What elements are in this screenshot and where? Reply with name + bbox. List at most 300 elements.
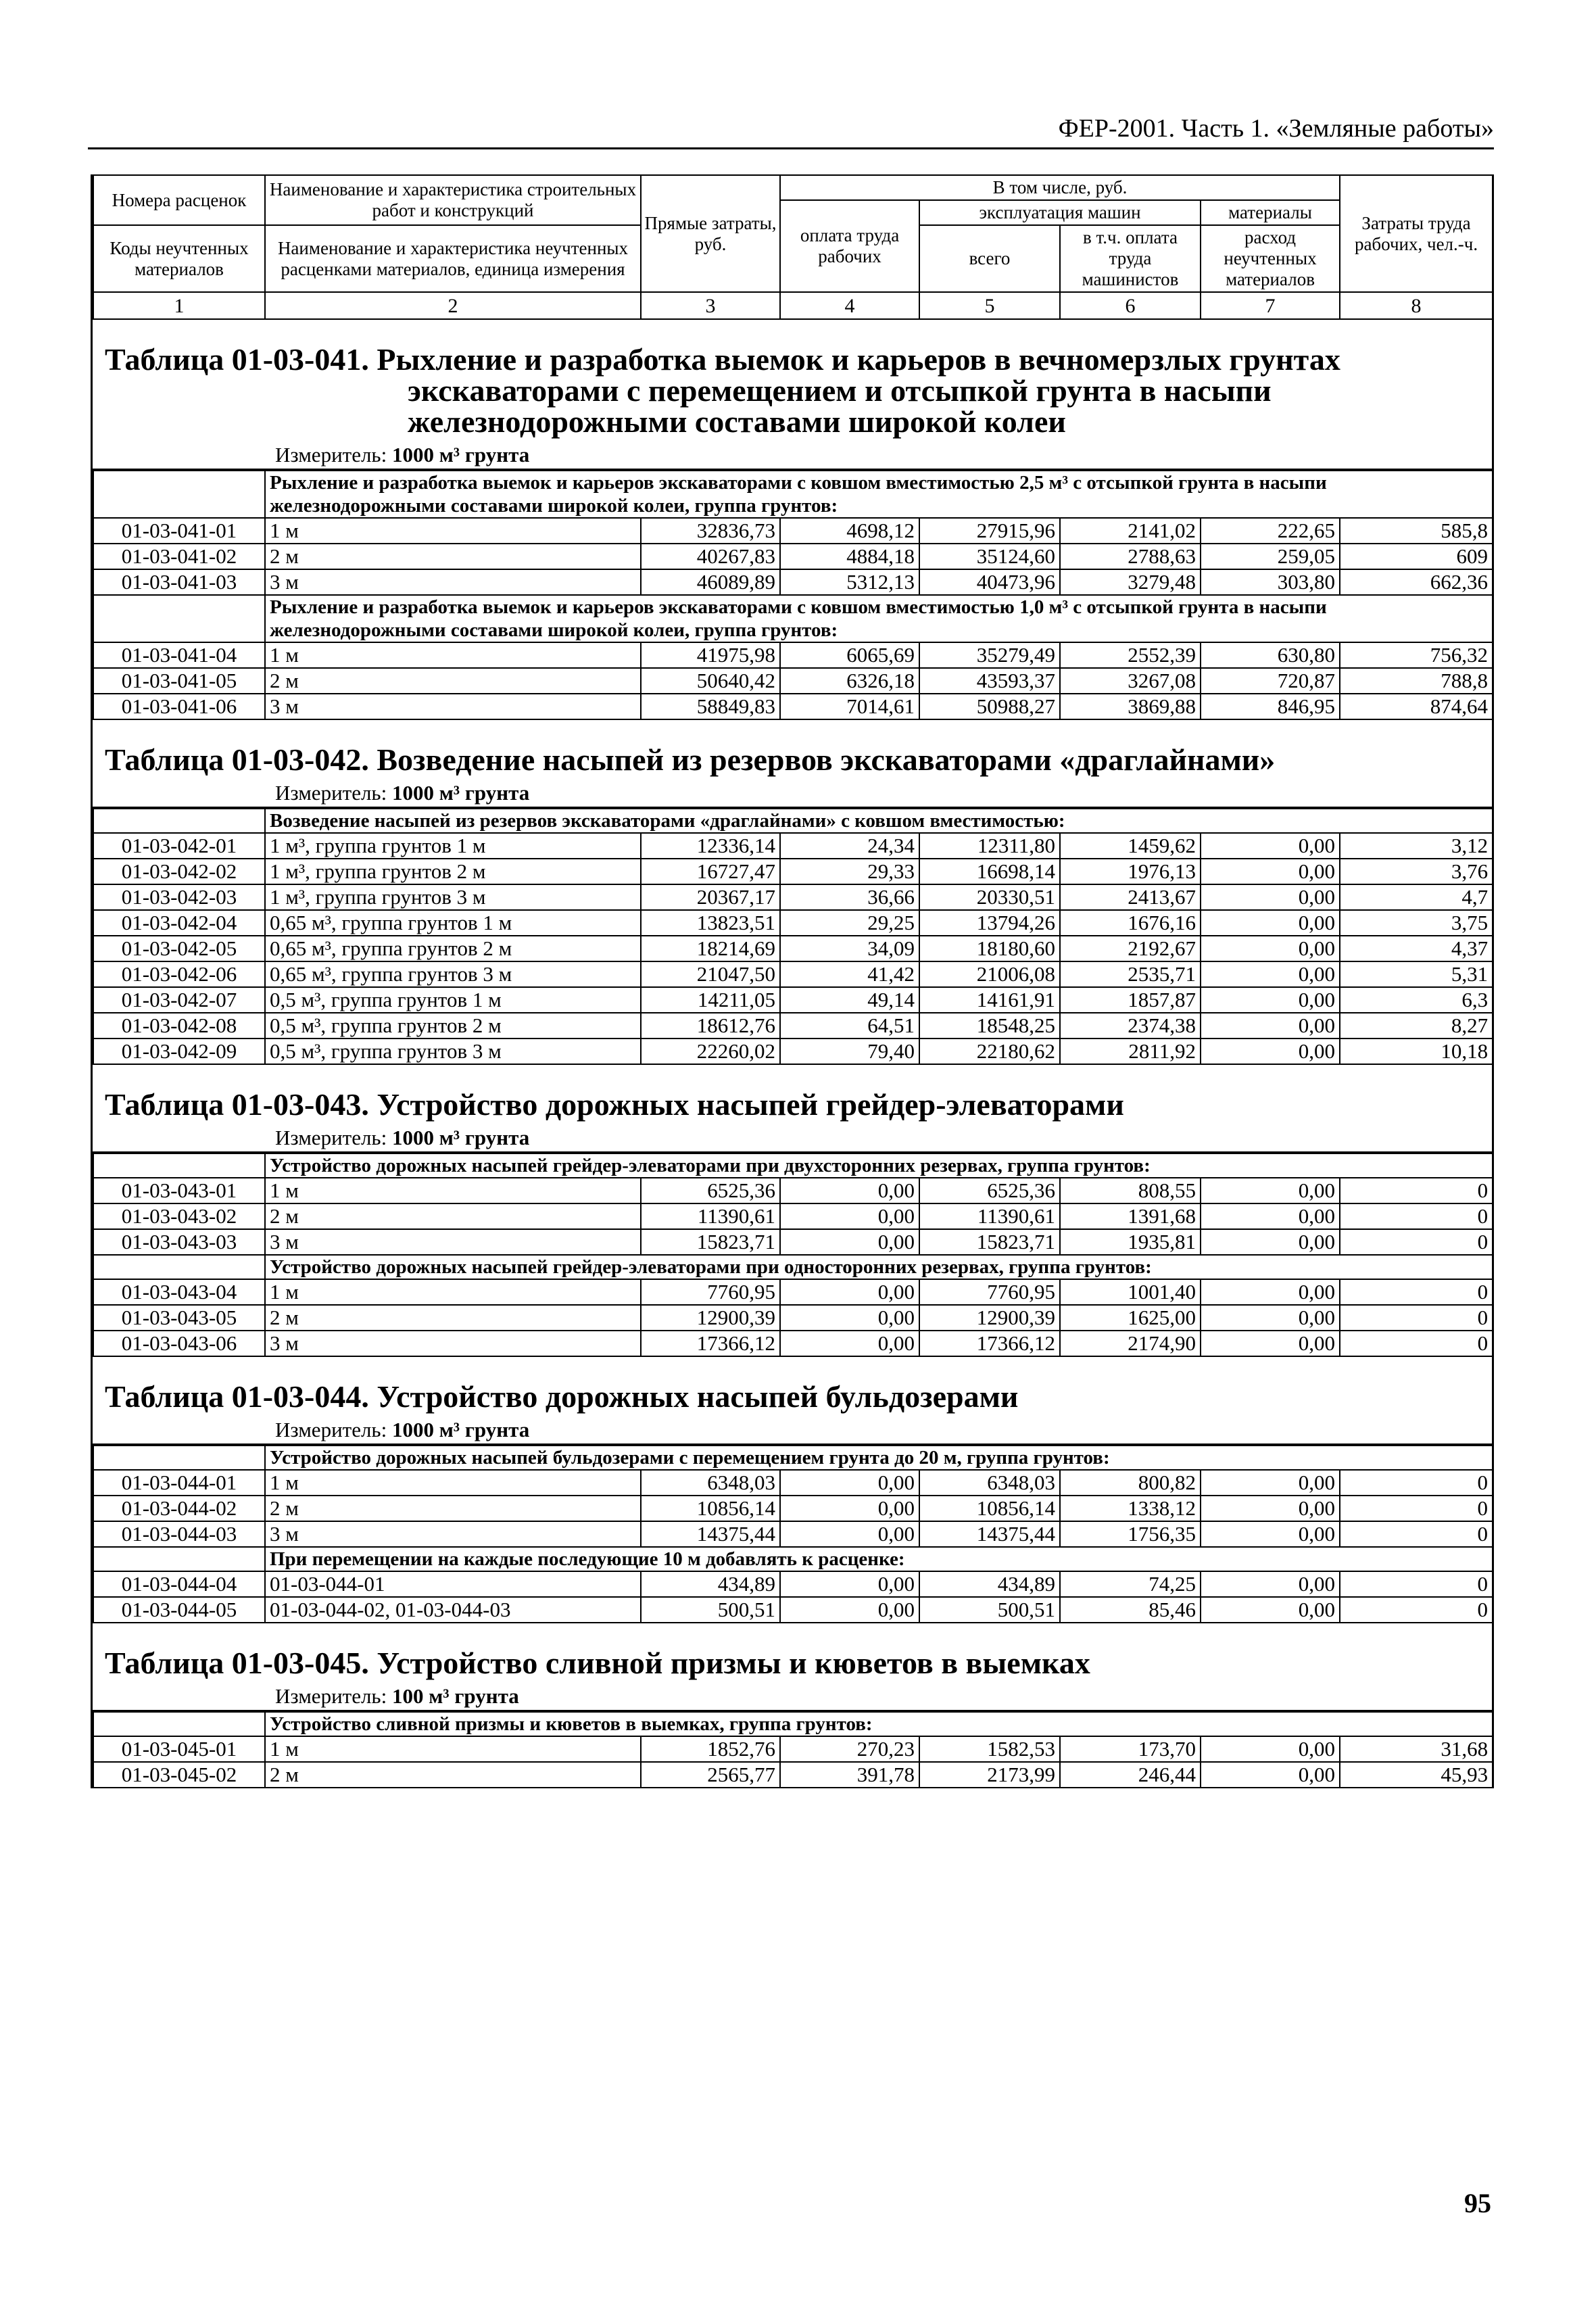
labor-costs: 0	[1340, 1203, 1493, 1229]
direct-costs: 500,51	[641, 1597, 780, 1623]
materials-unaccounted: 0,00	[1201, 1178, 1340, 1203]
subtitle-spacer	[93, 1712, 265, 1736]
labor-costs: 6,3	[1340, 987, 1493, 1013]
machine-driver-wage: 2374,38	[1060, 1013, 1201, 1039]
col-number: 6	[1060, 292, 1201, 319]
labor-costs: 609	[1340, 544, 1493, 569]
rate-code: 01-03-045-01	[93, 1736, 265, 1762]
direct-costs: 18612,76	[641, 1013, 780, 1039]
group-subtitle-row	[93, 471, 1493, 518]
direct-costs: 11390,61	[641, 1203, 780, 1229]
rate-code: 01-03-041-06	[93, 694, 265, 719]
rates-table	[93, 470, 1493, 720]
rate-code: 01-03-044-01	[93, 1470, 265, 1496]
machine-total: 10856,14	[919, 1496, 1060, 1521]
col-number: 4	[780, 292, 919, 319]
direct-costs: 1852,76	[641, 1736, 780, 1762]
rate-code: 01-03-043-06	[93, 1331, 265, 1356]
rate-name: 3 м	[265, 694, 641, 719]
table-row	[93, 884, 1493, 910]
labor-wage: 0,00	[780, 1331, 919, 1356]
materials-unaccounted: 0,00	[1201, 961, 1340, 987]
col-material-codes: Коды неучтенных материалов	[93, 225, 265, 292]
table-row	[93, 910, 1493, 936]
labor-costs: 0	[1340, 1571, 1493, 1597]
direct-costs: 434,89	[641, 1571, 780, 1597]
col-machine-total: всего	[919, 225, 1060, 292]
rate-name: 3 м	[265, 1331, 641, 1356]
machine-total: 2173,99	[919, 1762, 1060, 1788]
measure-unit	[93, 780, 1492, 808]
table-row	[93, 833, 1493, 859]
table-row	[93, 987, 1493, 1013]
rate-name: 2 м	[265, 668, 641, 694]
labor-wage: 4884,18	[780, 544, 919, 569]
labor-wage: 0,00	[780, 1571, 919, 1597]
rate-code: 01-03-043-02	[93, 1203, 265, 1229]
machine-driver-wage: 2174,90	[1060, 1331, 1201, 1356]
labor-costs: 3,75	[1340, 910, 1493, 936]
table-title	[93, 1381, 1492, 1412]
rate-code: 01-03-044-04	[93, 1571, 265, 1597]
labor-wage: 0,00	[780, 1229, 919, 1255]
direct-costs: 58849,83	[641, 694, 780, 719]
table-title	[93, 344, 1492, 437]
machine-driver-wage: 173,70	[1060, 1736, 1201, 1762]
col-number: 3	[641, 292, 780, 319]
labor-wage: 0,00	[780, 1178, 919, 1203]
direct-costs: 6348,03	[641, 1470, 780, 1496]
table-row	[93, 642, 1493, 668]
machine-total: 16698,14	[919, 859, 1060, 884]
machine-total: 40473,96	[919, 569, 1060, 595]
table-row	[93, 1762, 1493, 1788]
direct-costs: 50640,42	[641, 668, 780, 694]
materials-unaccounted: 720,87	[1201, 668, 1340, 694]
labor-wage: 0,00	[780, 1279, 919, 1305]
col-number: 8	[1340, 292, 1493, 319]
measure-label: Измеритель:	[275, 1684, 387, 1708]
measure-value: 1000 м³ грунта	[391, 1418, 530, 1441]
group-subtitle: Устройство дорожных насыпей грейдер-элеваторами при односторонних резервах, группа грунтов:	[265, 1255, 1493, 1279]
materials-unaccounted: 0,00	[1201, 1496, 1340, 1521]
materials-unaccounted: 0,00	[1201, 884, 1340, 910]
machine-driver-wage: 3869,88	[1060, 694, 1201, 719]
rate-name: 1 м³, группа грунтов 3 м	[265, 884, 641, 910]
subtitle-spacer	[93, 809, 265, 833]
table-title	[93, 1648, 1492, 1679]
rate-name: 0,5 м³, группа грунтов 3 м	[265, 1039, 641, 1064]
rate-code: 01-03-041-01	[93, 518, 265, 544]
machine-total: 6348,03	[919, 1470, 1060, 1496]
rate-name: 2 м	[265, 544, 641, 569]
materials-unaccounted: 0,00	[1201, 1013, 1340, 1039]
rate-code: 01-03-041-05	[93, 668, 265, 694]
table-row	[93, 859, 1493, 884]
group-subtitle-row	[93, 1446, 1493, 1470]
labor-wage: 29,25	[780, 910, 919, 936]
labor-wage: 7014,61	[780, 694, 919, 719]
machine-driver-wage: 3279,48	[1060, 569, 1201, 595]
machine-total: 22180,62	[919, 1039, 1060, 1064]
table-row	[93, 1521, 1493, 1547]
table-row	[93, 1597, 1493, 1623]
labor-costs: 4,37	[1340, 936, 1493, 961]
table-row	[93, 694, 1493, 719]
direct-costs: 14375,44	[641, 1521, 780, 1547]
machine-driver-wage: 1459,62	[1060, 833, 1201, 859]
col-machine-driver-wage: в т.ч. оплата труда машинистов	[1060, 225, 1201, 292]
materials-unaccounted: 0,00	[1201, 1736, 1340, 1762]
labor-wage: 0,00	[780, 1203, 919, 1229]
subtitle-spacer	[93, 1547, 265, 1571]
rate-table-section	[93, 1089, 1492, 1357]
running-title: ФЕР-2001. Часть 1. «Земляные работы»	[1058, 114, 1494, 143]
table-title-line: Таблица 01-03-041. Рыхление и разработка выемок и карьеров в вечномерзлых грунтах	[105, 342, 1340, 377]
direct-costs: 12900,39	[641, 1305, 780, 1331]
machine-driver-wage: 800,82	[1060, 1470, 1201, 1496]
machine-total: 43593,37	[919, 668, 1060, 694]
measure-unit	[93, 1124, 1492, 1153]
measure-unit	[93, 1416, 1492, 1445]
col-number: 1	[93, 292, 265, 319]
machine-total: 18180,60	[919, 936, 1060, 961]
table-row	[93, 569, 1493, 595]
machine-total: 35279,49	[919, 642, 1060, 668]
materials-unaccounted: 0,00	[1201, 936, 1340, 961]
rate-code: 01-03-041-04	[93, 642, 265, 668]
materials-unaccounted: 0,00	[1201, 1762, 1340, 1788]
rate-name: 3 м	[265, 1229, 641, 1255]
tables-container	[93, 344, 1492, 1788]
group-subtitle: Рыхление и разработка выемок и карьеров экскаваторами с ковшом вместимостью 1,0 м³ с отсыпкой грунта в насыпи железнодорожными составами широкой колеи, группа грунтов:	[265, 595, 1493, 642]
rate-code: 01-03-042-03	[93, 884, 265, 910]
machine-driver-wage: 1391,68	[1060, 1203, 1201, 1229]
machine-driver-wage: 808,55	[1060, 1178, 1201, 1203]
table-row	[93, 544, 1493, 569]
labor-wage: 270,23	[780, 1736, 919, 1762]
machine-total: 27915,96	[919, 518, 1060, 544]
machine-total: 6525,36	[919, 1178, 1060, 1203]
machine-driver-wage: 2811,92	[1060, 1039, 1201, 1064]
table-row	[93, 1571, 1493, 1597]
labor-wage: 49,14	[780, 987, 919, 1013]
table-row	[93, 1305, 1493, 1331]
subtitle-spacer	[93, 1255, 265, 1279]
col-including: В том числе, руб.	[780, 175, 1340, 200]
col-machine-operation: эксплуатация машин	[919, 200, 1201, 225]
measure-value: 1000 м³ грунта	[391, 443, 530, 467]
materials-unaccounted: 0,00	[1201, 1229, 1340, 1255]
rate-name: 2 м	[265, 1496, 641, 1521]
rate-name: 0,65 м³, группа грунтов 2 м	[265, 936, 641, 961]
rate-name: 1 м	[265, 642, 641, 668]
materials-unaccounted: 0,00	[1201, 1305, 1340, 1331]
table-row	[93, 518, 1493, 544]
direct-costs: 10856,14	[641, 1496, 780, 1521]
rate-table-section	[93, 344, 1492, 720]
direct-costs: 18214,69	[641, 936, 780, 961]
labor-wage: 0,00	[780, 1305, 919, 1331]
subtitle-spacer	[93, 595, 265, 642]
group-subtitle-row	[93, 1255, 1493, 1279]
table-row	[93, 1279, 1493, 1305]
labor-costs: 874,64	[1340, 694, 1493, 719]
col-labor-costs: Затраты труда рабочих, чел.-ч.	[1340, 175, 1493, 292]
table-title-line: Таблица 01-03-044. Устройство дорожных насыпей бульдозерами	[105, 1379, 1019, 1414]
machine-total: 12311,80	[919, 833, 1060, 859]
labor-wage: 24,34	[780, 833, 919, 859]
machine-total: 500,51	[919, 1597, 1060, 1623]
group-subtitle-row	[93, 1547, 1493, 1571]
table-title-line: Таблица 01-03-042. Возведение насыпей из резервов экскаваторами «драглайнами»	[105, 742, 1276, 777]
materials-unaccounted: 0,00	[1201, 1521, 1340, 1547]
rate-code: 01-03-042-06	[93, 961, 265, 987]
machine-driver-wage: 1756,35	[1060, 1521, 1201, 1547]
rates-table	[93, 808, 1493, 1065]
machine-total: 21006,08	[919, 961, 1060, 987]
machine-total: 20330,51	[919, 884, 1060, 910]
materials-unaccounted: 0,00	[1201, 859, 1340, 884]
rate-name: 1 м	[265, 1178, 641, 1203]
rate-code: 01-03-042-02	[93, 859, 265, 884]
machine-driver-wage: 2788,63	[1060, 544, 1201, 569]
machine-total: 15823,71	[919, 1229, 1060, 1255]
machine-driver-wage: 74,25	[1060, 1571, 1201, 1597]
labor-costs: 0	[1340, 1178, 1493, 1203]
rate-code: 01-03-043-05	[93, 1305, 265, 1331]
table-row	[93, 1331, 1493, 1356]
column-header-table	[93, 174, 1493, 320]
rate-name: 1 м	[265, 1470, 641, 1496]
rate-name: 3 м	[265, 1521, 641, 1547]
rate-code: 01-03-043-01	[93, 1178, 265, 1203]
rate-name: 1 м³, группа грунтов 2 м	[265, 859, 641, 884]
rates-table	[93, 1711, 1493, 1788]
machine-driver-wage: 3267,08	[1060, 668, 1201, 694]
machine-driver-wage: 1676,16	[1060, 910, 1201, 936]
labor-costs: 0	[1340, 1331, 1493, 1356]
col-number: 5	[919, 292, 1060, 319]
table-row	[93, 1039, 1493, 1064]
machine-total: 17366,12	[919, 1331, 1060, 1356]
labor-costs: 10,18	[1340, 1039, 1493, 1064]
table-row	[93, 1736, 1493, 1762]
labor-costs: 585,8	[1340, 518, 1493, 544]
labor-wage: 36,66	[780, 884, 919, 910]
rate-code: 01-03-044-05	[93, 1597, 265, 1623]
table-title-line: Таблица 01-03-043. Устройство дорожных насыпей грейдер-элеваторами	[105, 1087, 1124, 1122]
group-subtitle: Возведение насыпей из резервов экскаваторами «драглайнами» с ковшом вместимостью:	[265, 809, 1493, 833]
subtitle-spacer	[93, 1153, 265, 1178]
labor-costs: 3,12	[1340, 833, 1493, 859]
table-title-line: железнодорожными составами широкой колеи	[408, 404, 1066, 439]
materials-unaccounted: 846,95	[1201, 694, 1340, 719]
direct-costs: 32836,73	[641, 518, 780, 544]
machine-total: 12900,39	[919, 1305, 1060, 1331]
col-rate-number: Номера расценок	[93, 175, 265, 225]
col-labor-wage: оплата труда рабочих	[780, 200, 919, 292]
table-row	[93, 1203, 1493, 1229]
direct-costs: 22260,02	[641, 1039, 780, 1064]
rate-name: 1 м	[265, 1736, 641, 1762]
materials-unaccounted: 259,05	[1201, 544, 1340, 569]
rate-code: 01-03-043-04	[93, 1279, 265, 1305]
labor-costs: 0	[1340, 1521, 1493, 1547]
col-direct-costs: Прямые затраты, руб.	[641, 175, 780, 292]
table-title-line: экскаваторами с перемещением и отсыпкой грунта в насыпи	[408, 373, 1272, 408]
labor-wage: 41,42	[780, 961, 919, 987]
labor-costs: 0	[1340, 1597, 1493, 1623]
labor-costs: 788,8	[1340, 668, 1493, 694]
materials-unaccounted: 0,00	[1201, 910, 1340, 936]
machine-driver-wage: 1338,12	[1060, 1496, 1201, 1521]
labor-wage: 6326,18	[780, 668, 919, 694]
materials-unaccounted: 0,00	[1201, 1331, 1340, 1356]
measure-unit	[93, 441, 1492, 470]
materials-unaccounted: 303,80	[1201, 569, 1340, 595]
materials-unaccounted: 0,00	[1201, 1279, 1340, 1305]
group-subtitle-row	[93, 809, 1493, 833]
subtitle-spacer	[93, 471, 265, 518]
rate-table-section	[93, 1381, 1492, 1623]
direct-costs: 21047,50	[641, 961, 780, 987]
labor-wage: 0,00	[780, 1470, 919, 1496]
col-number: 7	[1201, 292, 1340, 319]
machine-total: 11390,61	[919, 1203, 1060, 1229]
labor-wage: 29,33	[780, 859, 919, 884]
rate-table-section	[93, 744, 1492, 1065]
table-row	[93, 1178, 1493, 1203]
col-name-materials: Наименование и характеристика неучтенных расценками материалов, единица измерения	[265, 225, 641, 292]
labor-costs: 0	[1340, 1279, 1493, 1305]
rate-name: 2 м	[265, 1203, 641, 1229]
machine-driver-wage: 1625,00	[1060, 1305, 1201, 1331]
rate-name: 1 м	[265, 1279, 641, 1305]
labor-costs: 0	[1340, 1229, 1493, 1255]
col-materials-unaccounted: расход неучтенных материалов	[1201, 225, 1340, 292]
rate-name: 2 м	[265, 1305, 641, 1331]
group-subtitle: Рыхление и разработка выемок и карьеров экскаваторами с ковшом вместимостью 2,5 м³ с отсыпкой грунта в насыпи железнодорожными составами широкой колеи, группа грунтов:	[265, 471, 1493, 518]
machine-total: 13794,26	[919, 910, 1060, 936]
direct-costs: 41975,98	[641, 642, 780, 668]
document-body	[91, 174, 1494, 1788]
materials-unaccounted: 0,00	[1201, 833, 1340, 859]
table-title-line: Таблица 01-03-045. Устройство сливной призмы и кюветов в выемках	[105, 1646, 1090, 1680]
machine-total: 434,89	[919, 1571, 1060, 1597]
group-subtitle: При перемещении на каждые последующие 10 м добавлять к расценке:	[265, 1547, 1493, 1571]
group-subtitle-row	[93, 595, 1493, 642]
rate-code: 01-03-042-09	[93, 1039, 265, 1064]
machine-driver-wage: 2535,71	[1060, 961, 1201, 987]
materials-unaccounted: 0,00	[1201, 1203, 1340, 1229]
direct-costs: 46089,89	[641, 569, 780, 595]
rate-name: 0,5 м³, группа грунтов 2 м	[265, 1013, 641, 1039]
labor-costs: 756,32	[1340, 642, 1493, 668]
rate-code: 01-03-043-03	[93, 1229, 265, 1255]
group-subtitle: Устройство сливной призмы и кюветов в выемках, группа грунтов:	[265, 1712, 1493, 1736]
rate-name: 1 м	[265, 518, 641, 544]
rate-code: 01-03-042-07	[93, 987, 265, 1013]
labor-costs: 31,68	[1340, 1736, 1493, 1762]
materials-unaccounted: 0,00	[1201, 987, 1340, 1013]
rate-name: 2 м	[265, 1762, 641, 1788]
measure-label: Измеритель:	[275, 1126, 387, 1149]
materials-unaccounted: 0,00	[1201, 1597, 1340, 1623]
materials-unaccounted: 630,80	[1201, 642, 1340, 668]
direct-costs: 14211,05	[641, 987, 780, 1013]
col-name-works: Наименование и характеристика строительных работ и конструкций	[265, 175, 641, 225]
machine-total: 50988,27	[919, 694, 1060, 719]
measure-label: Измеритель:	[275, 443, 387, 467]
machine-driver-wage: 1976,13	[1060, 859, 1201, 884]
table-title	[93, 1089, 1492, 1120]
labor-wage: 79,40	[780, 1039, 919, 1064]
labor-costs: 45,93	[1340, 1762, 1493, 1788]
measure-unit	[93, 1683, 1492, 1711]
machine-total: 14375,44	[919, 1521, 1060, 1547]
machine-driver-wage: 2192,67	[1060, 936, 1201, 961]
rate-name: 1 м³, группа грунтов 1 м	[265, 833, 641, 859]
machine-driver-wage: 1857,87	[1060, 987, 1201, 1013]
col-number: 2	[265, 292, 641, 319]
machine-driver-wage: 2413,67	[1060, 884, 1201, 910]
direct-costs: 40267,83	[641, 544, 780, 569]
group-subtitle-row	[93, 1712, 1493, 1736]
page-number: 95	[1464, 2188, 1491, 2218]
machine-total: 35124,60	[919, 544, 1060, 569]
labor-wage: 0,00	[780, 1521, 919, 1547]
rate-name: 3 м	[265, 569, 641, 595]
measure-value: 1000 м³ грунта	[391, 1126, 530, 1149]
table-row	[93, 936, 1493, 961]
labor-costs: 0	[1340, 1470, 1493, 1496]
direct-costs: 6525,36	[641, 1178, 780, 1203]
labor-costs: 3,76	[1340, 859, 1493, 884]
rate-name: 0,65 м³, группа грунтов 1 м	[265, 910, 641, 936]
machine-driver-wage: 246,44	[1060, 1762, 1201, 1788]
machine-driver-wage: 1935,81	[1060, 1229, 1201, 1255]
materials-unaccounted: 222,65	[1201, 518, 1340, 544]
rate-code: 01-03-041-02	[93, 544, 265, 569]
subtitle-spacer	[93, 1446, 265, 1470]
rate-code: 01-03-042-08	[93, 1013, 265, 1039]
machine-driver-wage: 2141,02	[1060, 518, 1201, 544]
col-materials: материалы	[1201, 200, 1340, 225]
labor-wage: 0,00	[780, 1597, 919, 1623]
rate-code: 01-03-042-04	[93, 910, 265, 936]
table-row	[93, 1229, 1493, 1255]
table-row	[93, 668, 1493, 694]
machine-driver-wage: 2552,39	[1060, 642, 1201, 668]
direct-costs: 2565,77	[641, 1762, 780, 1788]
rate-name: 01-03-044-01	[265, 1571, 641, 1597]
rate-code: 01-03-042-05	[93, 936, 265, 961]
direct-costs: 7760,95	[641, 1279, 780, 1305]
direct-costs: 17366,12	[641, 1331, 780, 1356]
table-title	[93, 744, 1492, 775]
rate-code: 01-03-045-02	[93, 1762, 265, 1788]
direct-costs: 16727,47	[641, 859, 780, 884]
machine-total: 1582,53	[919, 1736, 1060, 1762]
table-row	[93, 1470, 1493, 1496]
labor-costs: 8,27	[1340, 1013, 1493, 1039]
rate-table-section	[93, 1648, 1492, 1788]
rates-table	[93, 1445, 1493, 1623]
table-row	[93, 1013, 1493, 1039]
group-subtitle-row	[93, 1153, 1493, 1178]
rate-name: 0,5 м³, группа грунтов 1 м	[265, 987, 641, 1013]
